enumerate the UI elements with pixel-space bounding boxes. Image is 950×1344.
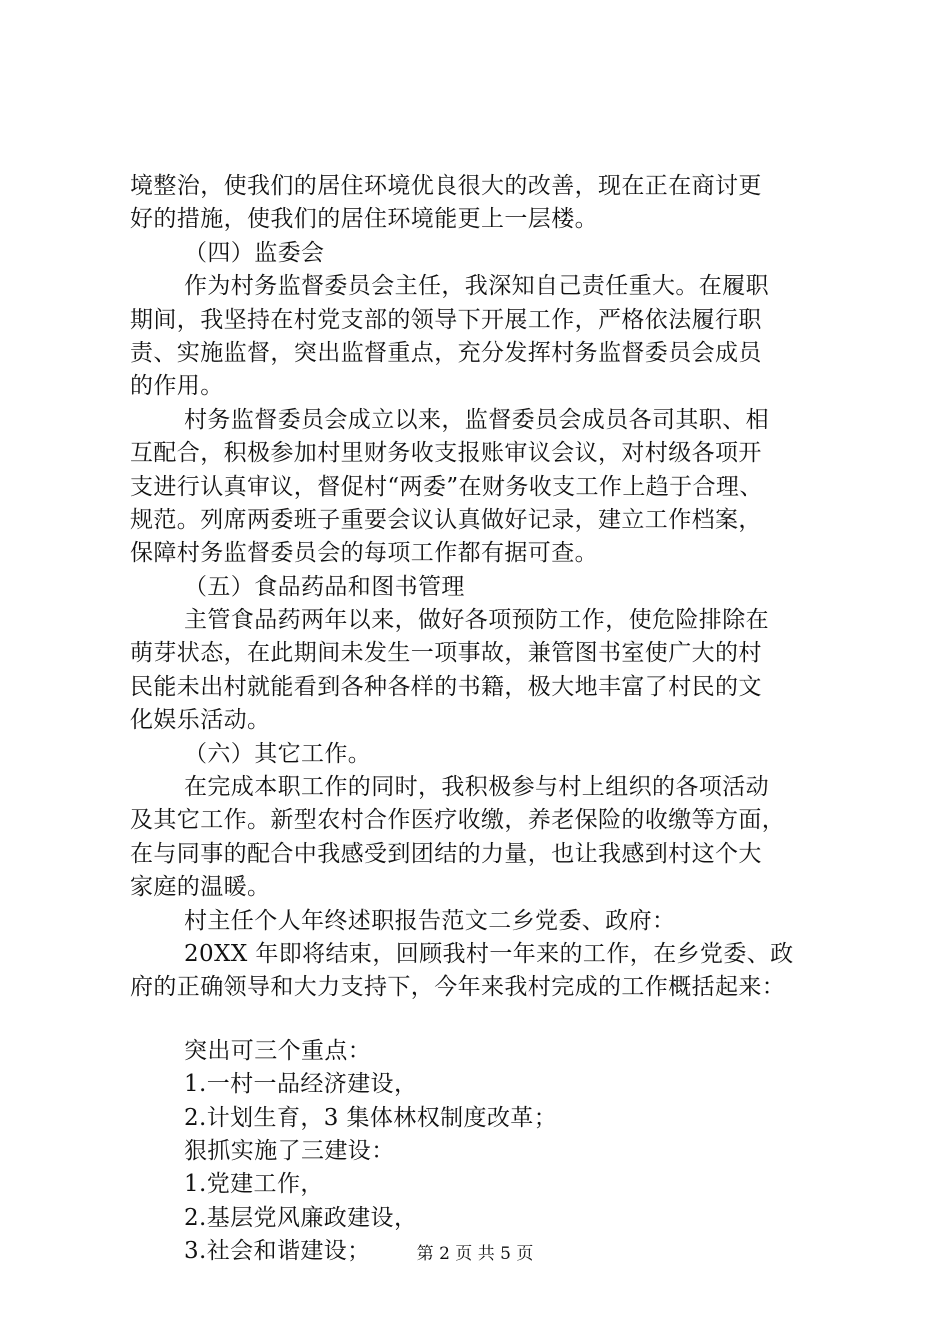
list-item: 3.社会和谐建设； — [184, 1238, 371, 1265]
text-line: 化娱乐活动。 — [130, 707, 271, 734]
text-line: 期间，我坚持在村党支部的领导下开展工作，严格依法履行职 — [130, 306, 762, 333]
text-line: 保障村务监督委员会的每项工作都有据可查。 — [130, 540, 598, 567]
text-line: 主管食品药两年以来，做好各项预防工作，使危险排除在 — [184, 607, 769, 634]
list-heading: 狠抓实施了三建设： — [184, 1137, 395, 1164]
page-number-footer: 第 2 页 共 5 页 — [416, 1244, 534, 1264]
text-line: 责、实施监督，突出监督重点，充分发挥村务监督委员会成员 — [130, 339, 762, 366]
text-line: 境整治，使我们的居住环境优良很大的改善，现在正在商讨更 — [130, 173, 762, 199]
list-item: 1.党建工作， — [184, 1171, 324, 1198]
text-line: 及其它工作。新型农村合作医疗收缴，养老保险的收缴等方面， — [130, 807, 786, 834]
text-line: 萌芽状态，在此期间未发生一项事故，兼管图书室使广大的村 — [130, 640, 762, 667]
text-line: 的作用。 — [130, 373, 224, 400]
list-item: 2.计划生育，3 集体林权制度改革； — [184, 1104, 558, 1131]
text-line: 在与同事的配合中我感受到团结的力量，也让我感到村这个大 — [130, 840, 762, 867]
text-line: 互配合，积极参加村里财务收支报账审议会议，对村级各项开 — [130, 440, 762, 467]
text-line: 好的措施，使我们的居住环境能更上一层楼。 — [130, 206, 598, 233]
text-line: 20XX 年即将结束，回顾我村一年来的工作，在乡党委、政 — [184, 940, 794, 967]
section-heading: （四）监委会 — [184, 239, 325, 266]
text-line: 家庭的温暖。 — [130, 874, 271, 901]
text-line: 民能未出村就能看到各种各样的书籍，极大地丰富了村民的文 — [130, 673, 762, 700]
spacer — [130, 1005, 830, 1035]
document-body — [130, 170, 830, 1269]
subtitle-line: 村主任个人年终述职报告范文二乡党委、政府： — [184, 907, 676, 934]
text-line: 规范。列席两委班子重要会议认真做好记录，建立工作档案， — [130, 506, 762, 533]
text-line: 作为村务监督委员会主任，我深知自己责任重大。在履职 — [184, 273, 769, 300]
text-line: 在完成本职工作的同时，我积极参与村上组织的各项活动 — [184, 774, 769, 801]
section-heading: （六）其它工作。 — [184, 740, 372, 767]
section-heading: （五）食品药品和图书管理 — [184, 573, 465, 600]
list-item: 1.一村一品经济建设， — [184, 1071, 418, 1098]
text-line: 府的正确领导和大力支持下，今年来我村完成的工作概括起来： — [130, 974, 786, 1001]
list-heading: 突出可三个重点： — [184, 1037, 372, 1064]
list-item: 2.基层党风廉政建设， — [184, 1204, 418, 1231]
text-line: 村务监督委员会成立以来，监督委员会成员各司其职、相 — [184, 406, 769, 433]
text-line: 支进行认真审议，督促村“两委”在财务收支工作上趋于合理、 — [130, 473, 763, 500]
